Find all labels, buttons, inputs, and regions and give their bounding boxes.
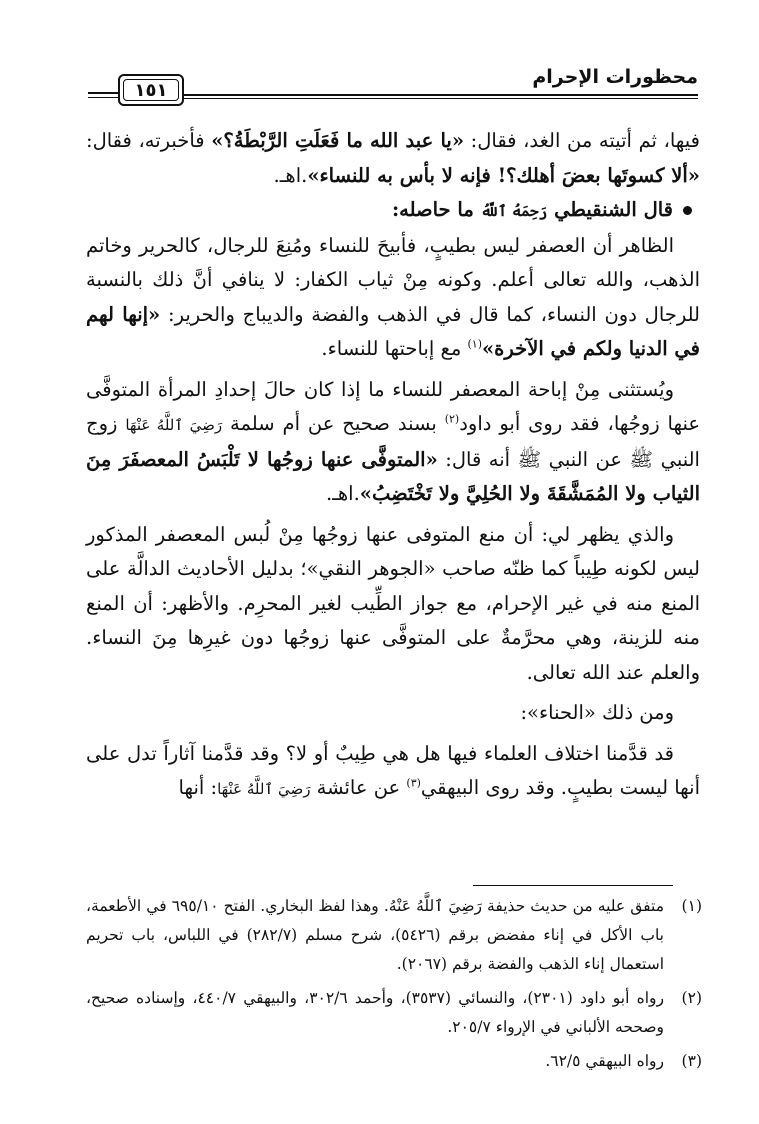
footnote-text: رواه أبو داود (٢٣٠١)، والنسائي (٣٥٣٧)، وأحمد ٣٠٢/٦، والبيهقي ٤٤٠/٧، وإسناده صحيح، وصححه الألباني في الإرواء ٢٠٥/٧. (86, 989, 664, 1036)
hadith-quote: «ألا كسوتَها بعضَ أهلك؟! فإنه لا بأس به للنساء» (307, 163, 700, 187)
hadith-quote: «يا عبد الله ما فَعَلَتِ الرَّبْطَةُ؟» (211, 129, 465, 152)
hadith-quote: «المتوفَّى عنها زوجُها لا تَلْبَسُ المعصفَرَ مِنَ الثياب ولا المُمَشَّقَةَ ولا الحُلِيَّ ولا تَخْتَضِبُ» (86, 447, 700, 505)
header-rule (184, 94, 698, 96)
text-run: .اهـ. (325, 482, 360, 505)
footnote-text: رواه البيهقي ٦٢/٥. (545, 1052, 664, 1070)
section-heading (86, 193, 700, 229)
text-run: والذي يظهر لي: أن منع المتوفى عنها زوجُها مِنْ لُبس المعصفر المذكور ليس لكونه طِيباً كما ظنّه صاحب «الجوهر النقي»؛ بدليل الأحاديث الدالَّة على المنع منه في غير الإحرام، مع جواز الطِّيب لغير المحرِم. والأظهر: أن المنع منه للزينة، وهي محرَّمةٌ على المتوفَّى عنها زوجُها دون غيرِها مِنَ النساء. والعلم عند الله تعالى. (86, 522, 700, 684)
paragraph-6 (86, 737, 700, 807)
text-run: زوج النبي (86, 412, 700, 471)
footnote-ref: (٣) (406, 776, 421, 790)
heading-text: قال الشنقيطي (554, 198, 673, 221)
footnote-text: متفق عليه من حديث حذيفة (481, 897, 664, 915)
text-run: فأخبرته، فقال: (86, 129, 212, 152)
text-run: : أنها (178, 776, 218, 799)
text-run: ومن ذلك «الحناء»: (520, 701, 674, 724)
footnote-number: (٢) (681, 989, 702, 1007)
text-run: أنه قال: (437, 447, 518, 471)
footnote-2 (86, 984, 702, 1042)
honorific: ﷺ (517, 447, 542, 471)
text-run: قد قدَّمنا اختلاف العلماء فيها هل هي طِيبٌ أو لا؟ وقد قدَّمنا آثاراً تدل على أنها ليست بطيبٍ. وقد روى البيهقي (86, 741, 700, 799)
honorific: رَضِيَ ٱللَّهُ عَنْهَا (217, 780, 311, 798)
text-run: الظاهر أن العصفر ليس بطيبٍ، فأبيحَ للنساء ومُنِعَ للرجال، كالحرير وخاتم الذهب، والله تعالى أعلم. وكونه مِنْ ثياب الكفار: لا ينافي أنَّ ذلك بالنسبة للرجال دون النساء، كما قال في الذهب والفضة والديباج والحرير: (86, 233, 700, 326)
text-run: فيها، ثم أتيته من الغد، فقال: (464, 129, 701, 152)
header-rule-left (88, 92, 118, 94)
page-header (88, 62, 698, 104)
honorific: رَضِيَ ٱللَّهُ عَنْهُ (388, 897, 482, 915)
paragraph-5 (86, 696, 700, 731)
paragraph-4 (86, 518, 700, 691)
text-run: عن النبي (541, 447, 630, 471)
footnote-number: (٣) (681, 1052, 702, 1070)
main-text (86, 124, 700, 807)
header-rule-thin (184, 98, 698, 99)
bullet-icon (683, 206, 692, 215)
footnote-ref: (١) (467, 337, 482, 351)
running-title: محظورات الإحرام (532, 66, 698, 88)
paragraph-3 (86, 373, 700, 512)
text-run: .اهـ. (273, 163, 308, 187)
heading-text: ما حاصله: (391, 198, 481, 221)
footnote-text: . وهذا لفظ البخاري. الفتح ٦٩٥/١٠ في الأطعمة، باب الأكل في إناء مفضض برقم (٥٤٢٦)، شرح مسلم (٢٨٢/٧) في اللباس، باب تحريم استعمال إناء الذهب والفضة برقم (٢٠٦٧). (86, 897, 664, 973)
paragraph-1 (86, 124, 700, 193)
paragraph-2 (86, 229, 700, 367)
footnote-separator (473, 885, 673, 886)
honorific: رَحِمَهُ ٱللَّهُ (480, 202, 548, 220)
honorific: ﷺ (629, 447, 654, 471)
header-rule-left-thin (88, 97, 118, 98)
footnote-number: (١) (681, 897, 702, 915)
honorific: رَضِيَ ٱللَّهُ عَنْهَا (125, 416, 223, 434)
page-number-frame (118, 74, 184, 106)
footnote-ref: (٢) (444, 412, 460, 426)
text-run: بسند صحيح عن أم سلمة (222, 412, 445, 435)
page-number: ١٥١ (134, 79, 168, 101)
footnotes (86, 892, 702, 1081)
text-run: ويُستثنى مِنْ إباحة المعصفر للنساء ما إذا كان حالَ إحدادِ المرأة المتوفَّى عنها زوجُها، فقد روى أبو داود (86, 377, 700, 435)
text-run: مع إباحتها للنساء. (321, 337, 468, 360)
footnote-1 (86, 892, 702, 979)
text-run: عن عائشة (310, 776, 407, 799)
hadith-quote: «إنها لهم في الدنيا ولكم في الآخرة» (86, 302, 700, 360)
footnote-3 (86, 1047, 702, 1076)
